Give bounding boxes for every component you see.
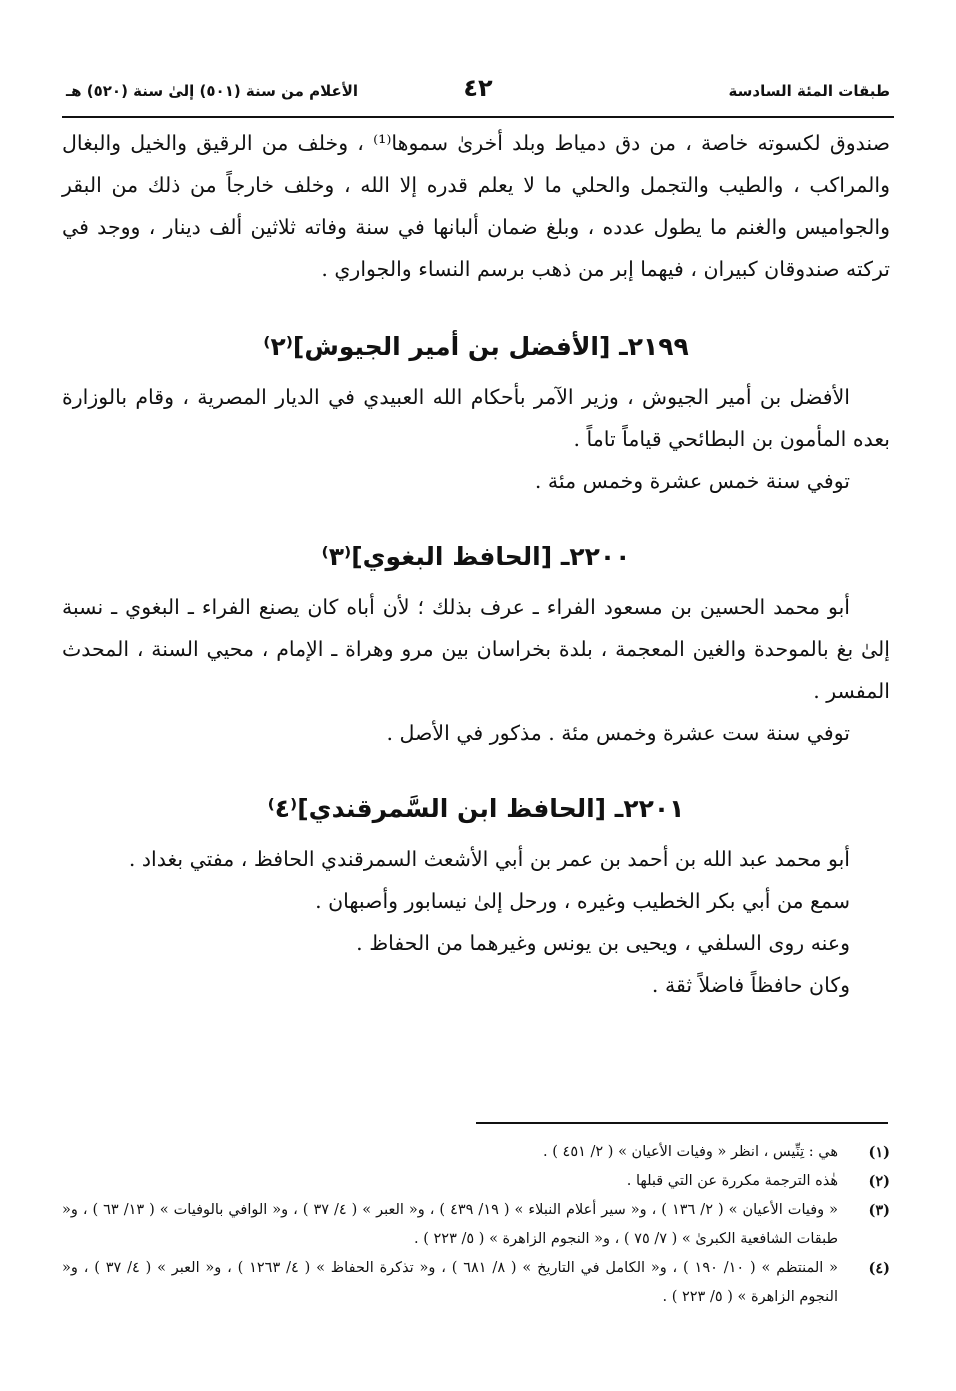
footnote-number: (١) [868,1144,890,1161]
footnote-text: « وفيات الأعيان » ( ٢/ ١٣٦ ) ، و« سير أعلام النبلاء » ( ١٩/ ٤٣٩ ) ، و« العبر » ( ٤/ ٣٧ ) ، و« الوافي بالوفيات » ( ١٣/ ٦٣ ) ، و« طبقات الشافعية الكبرىٰ » ( ٧/ ٧٥ ) ، و« النجوم الزاهرة » ( ٥/ ٢٢٣ ) . [62,1202,839,1247]
footnotes [62,1138,890,1312]
entry-title-2201: ٢٢٠١ـ [الحافظ ابن السَّمرقندي]⁽٤⁾ [267,794,685,823]
footnote [62,1167,890,1196]
footnote-text: « المنتظم » ( ١٠/ ١٩٠ ) ، و« الكامل في التاريخ » ( ٨/ ٦٨١ ) ، و« تذكرة الحفاظ » ( ٤/ ١٢٦٣ ) ، و« العبر » ( ٤/ ٣٧ ) ، و« النجوم الزاهرة » ( ٥/ ٢٢٣ ) . [62,1260,839,1305]
main-text [62,122,890,1006]
footnote-number: (٤) [868,1260,890,1277]
header-section-title: طبقات المئة السادسة [728,82,890,100]
entry-paragraph: أبو محمد الحسين بن مسعود الفراء ـ عرف بذلك ؛ لأن أباه كان يصنع الفراء ـ البغوي ـ نسبة إلىٰ بغ بالموحدة والغين المعجمة ، بلدة بخراسان بين مرو وهراة ـ الإمام ، محيي السنة ، المحدث المفسر . [62,595,890,703]
footnote-text: هي : تِنِّيس ، انظر « وفيات الأعيان » ( ٢/ ٤٥١ ) . [543,1144,838,1160]
entry-title-2200: ٢٢٠٠ـ [الحافظ البغوي]⁽٣⁾ [321,542,631,571]
entry-title-2199: ٢١٩٩ـ [الأفضل بن أمير الجيوش]⁽٢⁾ [263,332,689,361]
footnote-text: هٰذه الترجمة مكررة عن التي قبلها . [626,1173,838,1189]
footnote [62,1196,890,1254]
footnote-number: (٢) [868,1173,890,1190]
entry-paragraph: وعنه روى السلفي ، ويحيى بن يونس وغيرهما من الحفاظ . [356,931,850,955]
page-number: ٤٢ [463,74,493,102]
entry-paragraph: أبو محمد عبد الله بن أحمد بن عمر بن أبي الأشعث السمرقندي الحافظ ، مفتي بغداد . [128,847,850,871]
footnote [62,1254,890,1312]
entry-paragraph: توفي سنة خمس عشرة وخمس مئة . [534,469,850,493]
entry-paragraph: الأفضل بن أمير الجيوش ، وزير الآمر بأحكام الله العبيدي في الديار المصرية ، وقام بالوزارة بعده المأمون بن البطائحي قياماً تاماً . [62,385,890,451]
entry-paragraph: توفي سنة ست عشرة وخمس مئة . مذكور في الأصل . [386,721,850,745]
header-rule [62,116,894,118]
footnote-rule [476,1122,888,1124]
entry-paragraph: سمع من أبي بكر الخطيب وغيره ، ورحل إلىٰ نيسابور وأصبهان . [315,889,850,913]
header-range-title: الأعلام من سنة (٥٠١) إلىٰ سنة (٥٢٠) هـ [66,82,359,100]
continuation-paragraph: صندوق لكسوته خاصة ، من دق دمياط وبلد أخرىٰ سموها⁽¹⁾ ، وخلف من الرقيق والخيل والبغال والمراكب ، والطيب والتجمل والحلي ما لا يعلم قدره إلا الله ، وخلف خارجاً من ذلك من البقر والجواميس والغنم ما يطول عدده ، وبلغ ضمان ألبانها في سنة وفاته ثلاثين ألف دينار ، ووجد في تركته صندوقان كبيران ، فيهما إبر من ذهب برسم النساء والجواري . [62,131,891,281]
entry-paragraph: وكان حافظاً فاضلاً ثقة . [651,973,850,997]
footnote [62,1138,890,1167]
footnote-number: (٣) [868,1202,890,1219]
running-header [66,72,890,112]
